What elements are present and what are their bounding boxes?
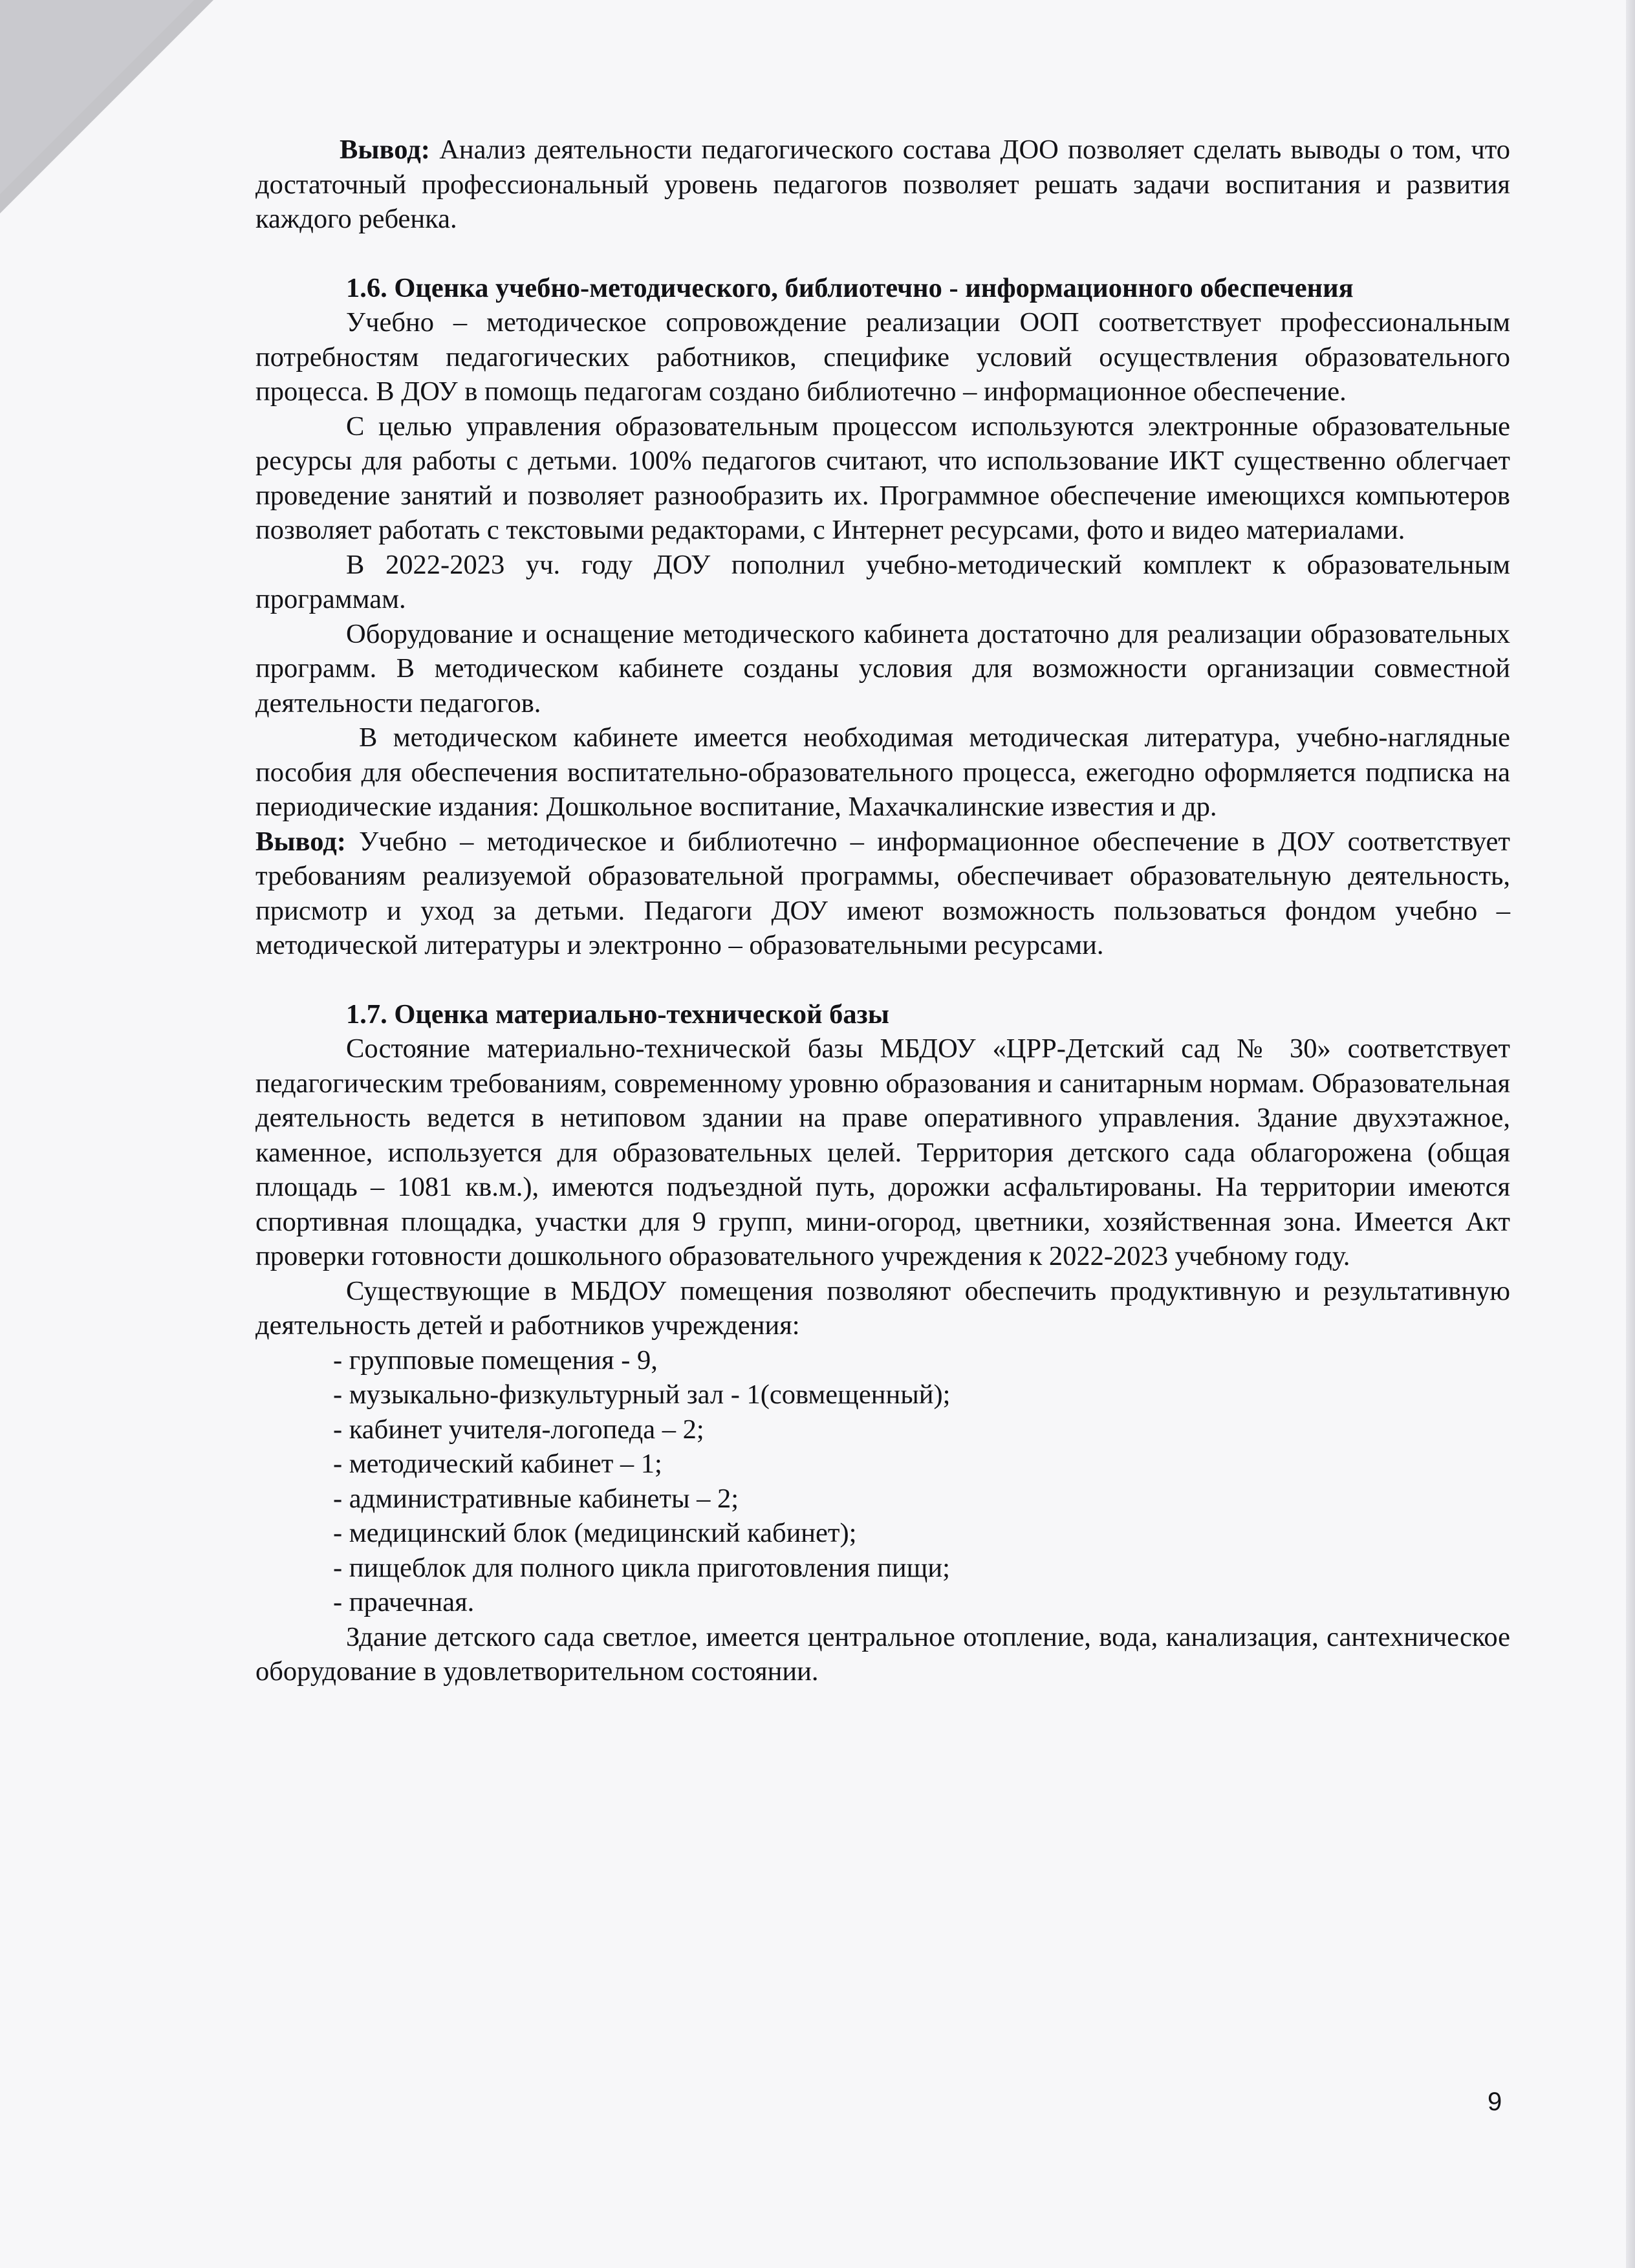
spacer: [255, 237, 1510, 271]
list-item: - административные кабинеты – 2;: [333, 1483, 739, 1514]
paragraph-1-6-1: Учебно – методическое сопровождение реализации ООП соответствует профессиональным потребностям педагогических работников, специфике условий осуществления образовательного процесса. В ДОУ в помощь педагогам создано библиотечно – информационное обеспечение.: [255, 307, 1510, 407]
conclusion-paragraph-1-6: [255, 825, 1510, 963]
list-item: - кабинет учителя-логопеда – 2;: [333, 1414, 704, 1445]
page-right-edge: [1626, 0, 1635, 2268]
rooms-list: [255, 1343, 1510, 1620]
list-item: - пищеблок для полного цикла приготовления пищи;: [333, 1552, 950, 1583]
document-body: [255, 133, 1510, 1689]
conclusion-text: Учебно – методическое и библиотечно – информационное обеспечение в ДОУ соответствует требованиям реализуемой образовательной программы, обеспечивает образовательную деятельность, присмотр и уход за детьми. Педагоги ДОУ имеют возможность пользоваться фондом учебно – методической литературы и электронно – образовательными ресурсами.: [255, 826, 1510, 960]
section-heading-1-7: 1.7. Оценка материально-технической базы: [346, 999, 889, 1030]
paragraph-1-6-4: Оборудование и оснащение методического кабинета достаточно для реализации образовательных программ. В методическом кабинете созданы условия для возможности организации совместной деятельности педагогов.: [255, 618, 1510, 718]
list-item: - методический кабинет – 1;: [333, 1449, 662, 1479]
paragraph-1-7-closing: Здание детского сада светлое, имеется центральное отопление, вода, канализация, сантехническое оборудование в удовлетворительном состоянии.: [255, 1621, 1510, 1687]
spacer: [255, 963, 1510, 997]
paragraph-1-6-2: С целью управления образовательным процессом используются электронные образовательные ресурсы для работы с детьми. 100% педагогов считают, что использование ИКТ существенно облегчает проведение занятий и позволяет разнообразить их. Программное обеспечение имеющихся компьютеров позволяет работать с текстовыми редакторами, с Интернет ресурсами, фото и видео материалами.: [255, 411, 1510, 545]
paragraph-1-6-5: В методическом кабинете имеется необходимая методическая литература, учебно-наглядные пособия для обеспечения воспитательно-образовательного процесса, ежегодно оформляется подписка на периодические издания: Дошкольное воспитание, Махачкалинские известия и др.: [255, 722, 1510, 822]
conclusion-label: Вывод:: [340, 135, 430, 165]
paragraph-1-7-2: Существующие в МБДОУ помещения позволяют обеспечить продуктивную и результативную деятельность детей и работников учреждения:: [255, 1275, 1510, 1341]
list-item: - групповые помещения - 9,: [333, 1345, 658, 1376]
page-corner-fold: [0, 0, 194, 194]
conclusion-text: Анализ деятельности педагогического состава ДОО позволяет сделать выводы о том, что достаточный профессиональный уровень педагогов позволяет решать задачи воспитания и развития каждого ребенка.: [255, 135, 1510, 234]
list-item: - медицинский блок (медицинский кабинет);: [333, 1518, 857, 1548]
list-item: - прачечная.: [333, 1587, 475, 1617]
page-number: 9: [1488, 2088, 1502, 2116]
paragraph-1-7-1: Состояние материально-технической базы МБДОУ «ЦРР-Детский сад № 30» соответствует педагогическим требованиям, современному уровню образования и санитарным нормам. Образовательная деятельность ведется в нетиповом здании на праве оперативного управления. Здание двухэтажное, каменное, используется для образовательных целей. Территория детского сада облагорожена (общая площадь – 1081 кв.м.), имеются подъездной путь, дорожки асфальтированы. На территории имеются спортивная площадка, участки для 9 групп, мини-огород, цветники, хозяйственная зона. Имеется Акт проверки готовности дошкольного образовательного учреждения к 2022-2023 учебному году.: [255, 1033, 1510, 1271]
section-heading-1-6: 1.6. Оценка учебно-методического, библиотечно - информационного обеспечения: [346, 272, 1354, 303]
list-item: - музыкально-физкультурный зал - 1(совмещенный);: [333, 1379, 951, 1410]
paragraph-1-6-3: В 2022-2023 уч. году ДОУ пополнил учебно-методический комплект к образовательным программам.: [255, 549, 1510, 614]
conclusion-paragraph-staff: [255, 133, 1510, 237]
conclusion-label: Вывод:: [255, 826, 346, 857]
